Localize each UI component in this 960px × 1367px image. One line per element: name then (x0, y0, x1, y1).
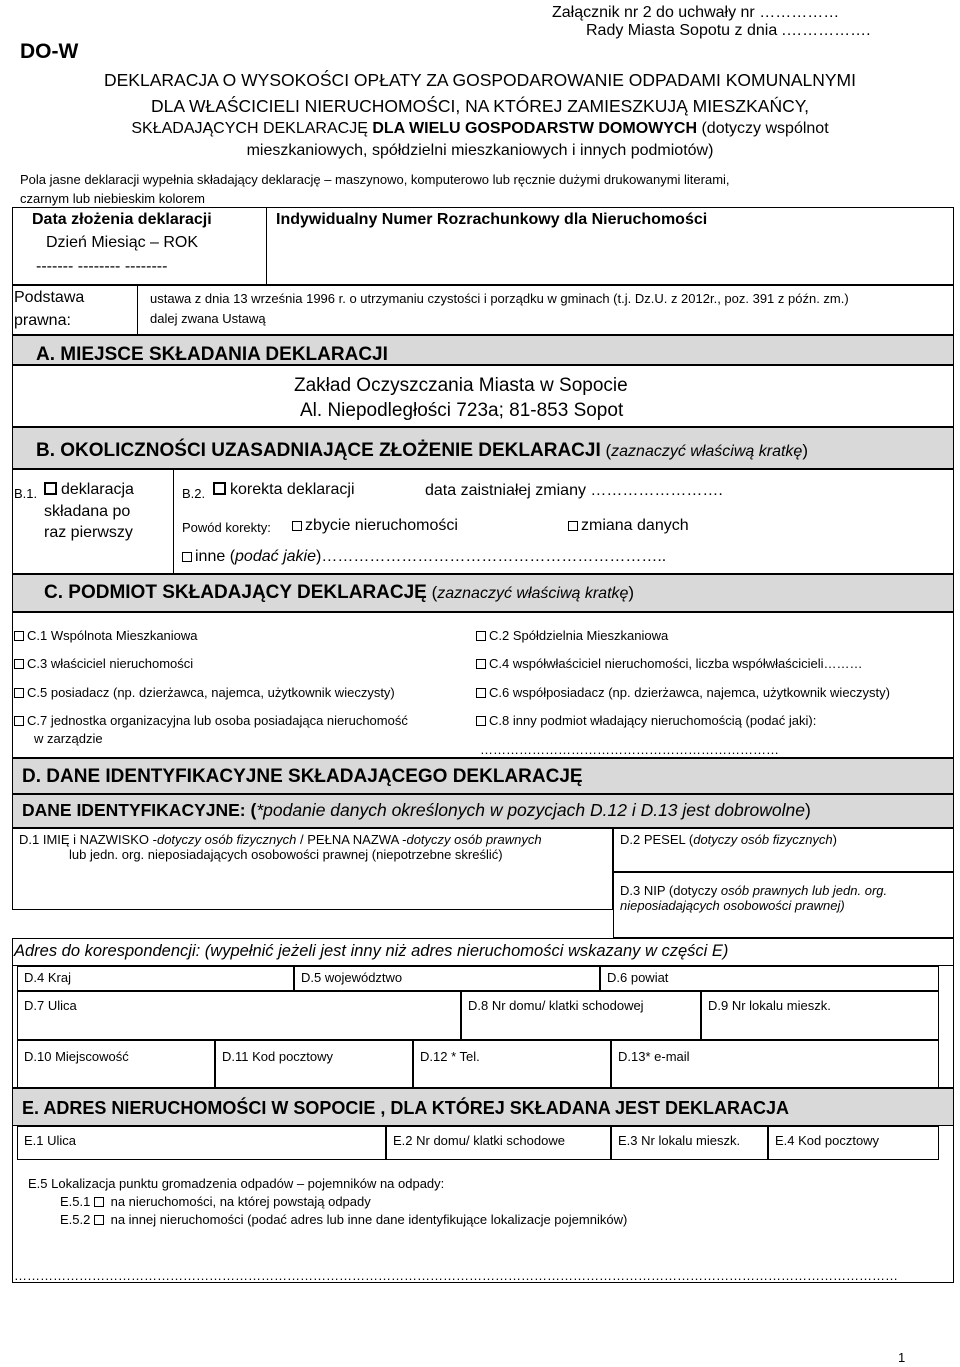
submission-divider (266, 207, 267, 285)
c2-option[interactable] (476, 628, 668, 643)
b2-code: B.2. (182, 486, 206, 501)
e4-cell[interactable]: E.4 Kod pocztowy (768, 1126, 939, 1160)
section-b-paren-close: ) (802, 441, 808, 460)
c7-code: C.7 (27, 713, 51, 728)
d1-e: lub jedn. org. nieposiadających osobowości prawnej (niepotrzebne skreślić) (69, 847, 503, 862)
e52-option[interactable] (60, 1212, 627, 1227)
subheading-b: *podanie danych określonych w pozycjach D.12 i D.13 jest dobrowolne (256, 800, 805, 820)
d3-a: D.3 NIP (dotyczy (620, 883, 721, 898)
c3-option[interactable] (14, 656, 193, 671)
section-c-heading-row (44, 582, 634, 604)
checkbox-c7[interactable] (14, 716, 24, 726)
b2-date[interactable]: data zaistniałej zmiany ……………………. (425, 482, 723, 499)
inrn-label[interactable]: Indywidualny Numer Rozrachunkowy dla Nieruchomości (276, 211, 708, 228)
reason-option-2[interactable] (568, 517, 689, 535)
checkbox-c2[interactable] (476, 631, 486, 641)
date-fields[interactable]: Dzień Miesiąc – ROK (46, 234, 199, 251)
e5-label: E.5 Lokalizacja punktu gromadzenia odpadów – pojemników na odpady: (28, 1176, 445, 1191)
checkbox-reason-2[interactable] (568, 521, 578, 531)
d3-b: osób prawnych lub jedn. org. (720, 883, 888, 898)
title-line-3c: (dotyczy wspólnot (697, 120, 829, 137)
attachment-line-2: Rady Miasta Sopotu z dnia .……………. (586, 22, 871, 39)
d1-a: D.1 IMIĘ i NAZWISKO - (19, 832, 157, 847)
c6-code: C.6 (489, 685, 513, 700)
reason-option-3[interactable] (182, 548, 666, 566)
c1-text: Wspólnota Mieszkaniowa (50, 628, 198, 643)
office-address: Al. Niepodległości 723a; 81-853 Sopot (300, 400, 624, 421)
c2-text: Spółdzielnia Mieszkaniowa (512, 628, 669, 643)
reason-2-text: zmiana danych (581, 517, 689, 534)
e51-text: na nieruchomości, na której powstają odpady (106, 1194, 371, 1209)
address-heading-c: jest inny niż adres nieruchomości wskazany w części E) (315, 942, 729, 960)
instructions-line-2: czarnym lub niebieskim kolorem (20, 191, 205, 206)
d8-cell[interactable]: D.8 Nr domu/ klatki schodowej (461, 991, 701, 1040)
subheading-a: DANE IDENTYFIKACYJNE: ( (22, 800, 257, 820)
c2-code: C.2 (489, 628, 513, 643)
checkbox-c4[interactable] (476, 659, 486, 669)
attachment-line-1: Załącznik nr 2 do uchwały nr …………… (552, 4, 840, 21)
checkbox-c8[interactable] (476, 716, 486, 726)
reason-label: Powód korekty: (182, 520, 271, 535)
c5-option[interactable] (14, 685, 395, 700)
subheading-c: ) (804, 800, 811, 820)
d4-cell[interactable]: D.4 Kraj (17, 966, 294, 991)
c7-option[interactable] (14, 713, 408, 728)
c8-code: C.8 (489, 713, 513, 728)
d5-cell[interactable]: D.5 województwo (294, 966, 600, 991)
checkbox-c5[interactable] (14, 688, 24, 698)
legal-text-2: dalej zwana Ustawą (150, 311, 266, 326)
section-b-heading-row (36, 440, 808, 462)
e2-cell[interactable]: E.2 Nr domu/ klatki schodowe (386, 1126, 611, 1160)
title-line-1: DEKLARACJA O WYSOKOŚCI OPŁATY ZA GOSPODAROWANIE ODPADAMI KOMUNALNYMI (104, 70, 856, 90)
e5-dots[interactable]: …………………………………………………………………………………………………………………………………………………………………………………… (14, 1268, 898, 1283)
b2-label: korekta deklaracji (230, 481, 355, 498)
e51-option[interactable] (60, 1194, 371, 1209)
instructions-line-1: Pola jasne deklaracji wypełnia składający deklarację – maszynowo, komputerowo lub ręcznie dużymi drukowanymi literami, (20, 172, 730, 187)
section-c-heading: C. PODMIOT SKŁADAJĄCY DEKLARACJĘ (44, 582, 427, 603)
d9-cell[interactable]: D.9 Nr lokalu mieszk. (701, 991, 939, 1040)
title-line-3 (10, 120, 950, 138)
title-line-3b: DLA WIELU GOSPODARSTW DOMOWYCH (372, 120, 698, 137)
checkbox-b1[interactable] (44, 482, 57, 495)
checkbox-c6[interactable] (476, 688, 486, 698)
d3-cell[interactable] (613, 872, 954, 938)
d10-cell[interactable]: D.10 Miejscowość (17, 1040, 215, 1088)
page-number: 1 (898, 1350, 906, 1365)
d1-cell[interactable] (12, 828, 613, 910)
e51-code: E.5.1 (60, 1194, 91, 1209)
form-code: DO-W (20, 40, 79, 63)
b1-line-1: deklaracja (61, 481, 134, 498)
checkbox-c1[interactable] (14, 631, 24, 641)
c8-text: inny podmiot władający nieruchomością (podać jaki): (512, 713, 817, 728)
section-c-paren-close: ) (628, 583, 635, 602)
d13-cell[interactable]: D.13* e-mail (611, 1040, 939, 1088)
d1-b: dotyczy osób fizycznych (156, 832, 297, 847)
checkbox-e51[interactable] (94, 1197, 104, 1207)
c6-text: współposiadacz (np. dzierżawca, najemca, użytkownik wieczysty) (512, 685, 890, 700)
address-frame (12, 966, 954, 1088)
c7-text: jednostka organizacyjna lub osoba posiadająca nieruchomość (50, 713, 408, 728)
legal-text-1: ustawa z dnia 13 września 1996 r. o utrzymaniu czystości i porządku w gminach (t.j. Dz.U. z 2012r., poz. 391 z późn. zm.) (150, 291, 849, 306)
title-line-4: mieszkaniowych, spółdzielni mieszkaniowych i innych podmiotów) (246, 142, 714, 159)
d11-cell[interactable]: D.11 Kod pocztowy (215, 1040, 413, 1088)
legal-label-1: Podstawa (14, 289, 85, 306)
section-a-heading: A. MIEJSCE SKŁADANIA DEKLARACJI (36, 344, 388, 365)
c8-dots[interactable]: …………………………………………………………… (480, 742, 779, 757)
c7-text-2: w zarządzie (34, 731, 103, 746)
c5-code: C.5 (27, 685, 51, 700)
b1-line-2: składana po (44, 503, 131, 520)
c3-code: C.3 (27, 656, 51, 671)
d1-d: dotyczy osób prawnych (406, 832, 542, 847)
checkbox-b2[interactable] (213, 482, 226, 495)
d2-a: D.2 PESEL ( (620, 832, 694, 847)
checkbox-c3[interactable] (14, 659, 24, 669)
c8-option[interactable] (476, 713, 816, 728)
title-line-2: DLA WŁAŚCICIELI NIERUCHOMOŚCI, NA KTÓREJ ZAMIESZKUJĄ MIESZKAŃCY, (151, 96, 809, 116)
checkbox-reason-3[interactable] (182, 552, 192, 562)
date-dashes: ------- -------- -------- (36, 258, 168, 275)
section-b-heading: B. OKOLICZNOŚCI UZASADNIAJĄCE ZŁOŻENIE DEKLARACJI (36, 440, 601, 461)
c4-option[interactable] (476, 656, 863, 671)
reason-3-c: )……………………………………………………….. (315, 548, 667, 565)
b1-code: B.1. (14, 486, 38, 501)
c1-option[interactable] (14, 628, 198, 643)
section-c-note: zaznaczyć właściwą kratkę (437, 585, 629, 602)
reason-3-b: podać jakie (235, 548, 316, 565)
c6-option[interactable] (476, 685, 890, 700)
section-c-paren-open: ( (426, 583, 438, 602)
e1-cell[interactable]: E.1 Ulica (17, 1126, 386, 1160)
c1-code: C.1 (27, 628, 51, 643)
d7-cell[interactable]: D.7 Ulica (17, 991, 461, 1040)
b1-line-3: raz pierwszy (44, 524, 133, 541)
e52-text: na innej nieruchomości (podać adres lub inne dane identyfikujące lokalizacje pojemników) (106, 1212, 628, 1227)
section-e-heading: E. ADRES NIERUCHOMOŚCI W SOPOCIE , DLA KTÓREJ SKŁADANA JEST DEKLARACJA (22, 1098, 790, 1118)
d3-c: nieposiadających osobowości prawnej) (620, 898, 845, 913)
d6-cell[interactable]: D.6 powiat (600, 966, 939, 991)
section-b-paren-open: ( (600, 441, 612, 460)
reason-1-text: zbycie nieruchomości (305, 517, 458, 534)
section-b-note: zaznaczyć właściwą kratkę (611, 443, 803, 460)
c3-text: właściciel nieruchomości (50, 656, 194, 671)
legal-label-2: prawna: (14, 312, 71, 329)
checkbox-e52[interactable] (94, 1215, 104, 1225)
d1-c: / PEŁNA NAZWA - (296, 832, 407, 847)
title-line-3a: SKŁADAJĄCYCH DEKLARACJĘ (131, 120, 373, 137)
c4-code: C.4 (489, 656, 513, 671)
legal-divider (137, 285, 138, 335)
e52-code: E.5.2 (60, 1212, 91, 1227)
d2-cell[interactable] (613, 828, 954, 872)
d2-b: dotyczy osób fizycznych (693, 832, 833, 847)
b1-option[interactable] (44, 481, 134, 499)
office-name: Zakład Oczyszczania Miasta w Sopocie (294, 375, 628, 396)
checkbox-reason-1[interactable] (292, 521, 302, 531)
section-d-heading: D. DANE IDENTYFIKACYJNE SKŁADAJĄCEGO DEKLARACJĘ (22, 766, 583, 787)
section-d-subheading-row (22, 800, 811, 821)
b2-option[interactable] (213, 481, 355, 499)
address-heading-a: Adres do korespondencji: ( (14, 942, 211, 960)
date-label: Data złożenia deklaracji (32, 211, 212, 228)
c5-text: posiadacz (np. dzierżawca, najemca, użytkownik wieczysty) (50, 685, 395, 700)
d2-c: ) (832, 832, 838, 847)
e3-cell[interactable]: E.3 Nr lokalu mieszk. (611, 1126, 768, 1160)
section-b-divider (173, 469, 174, 574)
address-heading (14, 942, 728, 961)
c4-text: współwłaściciel nieruchomości, liczba współwłaścicieli……… (512, 656, 863, 671)
d12-cell[interactable]: D.12 * Tel. (413, 1040, 611, 1088)
address-heading-b: wypełnić jeżeli (210, 942, 316, 960)
reason-3-a: inne ( (195, 548, 236, 565)
reason-option-1[interactable] (292, 517, 458, 535)
